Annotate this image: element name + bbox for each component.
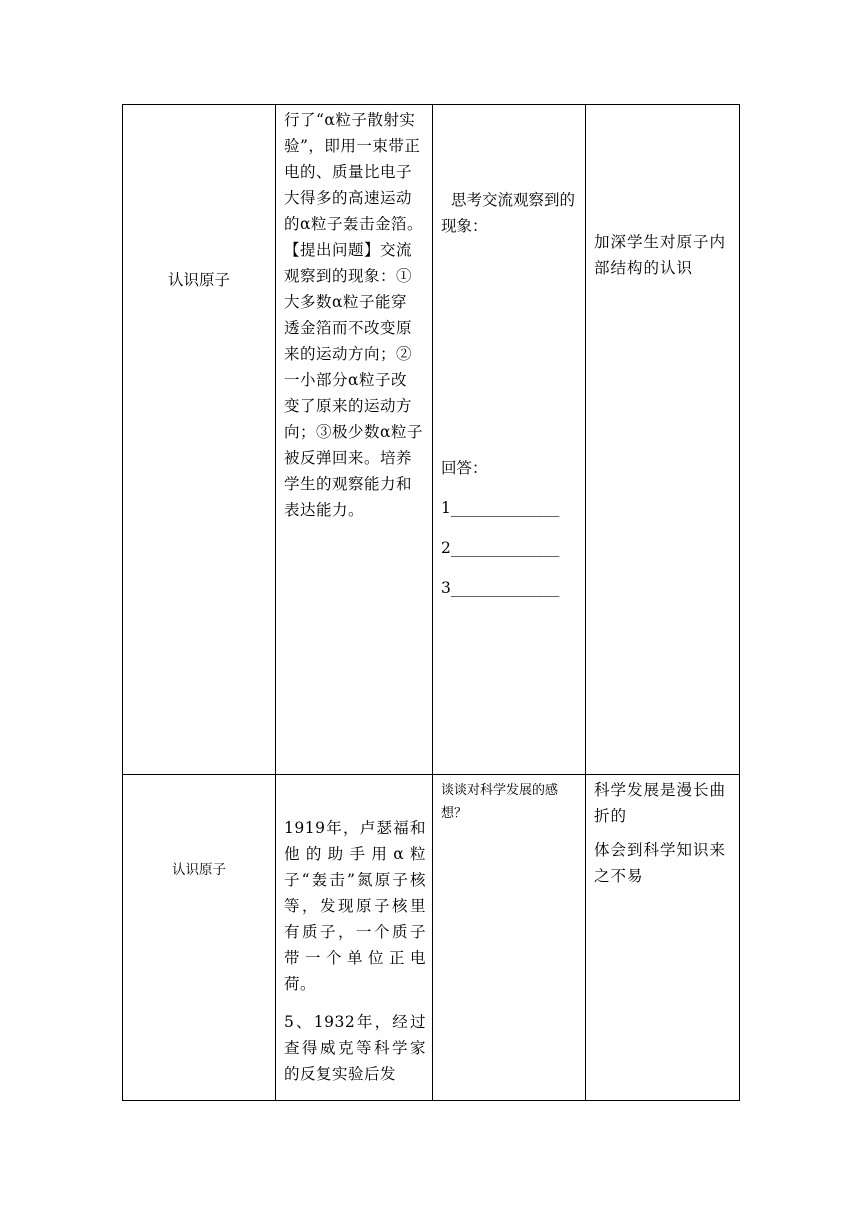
table-row (123, 105, 740, 775)
content-line: 一小部分α粒子改 (284, 371, 407, 389)
content-line: 行了“α粒子散射实 (284, 111, 416, 129)
activity-prompt: 思考交流观察到的现象： (441, 191, 576, 235)
topic-label: 认识原子 (172, 862, 226, 878)
content-line: 电的、质量比电子 (284, 163, 413, 181)
content-line: 表达能力。 (284, 501, 365, 519)
content-line: 学生的观察能力和 (284, 475, 413, 493)
activity-cell (433, 105, 586, 775)
answer-blank: 1______________ (441, 499, 560, 517)
design-intent: 加深学生对原子内部结构的认识 (594, 233, 727, 277)
content-cell (276, 105, 433, 775)
design-intent: 科学发展是漫长曲折的 (594, 781, 727, 825)
content-line: 观察到的现象：① (284, 267, 413, 285)
content-cell (276, 775, 433, 1101)
content-line: 的α粒子轰击金箔。 (284, 215, 423, 233)
topic-label: 认识原子 (167, 271, 230, 289)
content-line: 验”，即用一束带正 (284, 137, 421, 155)
activity-prompt: 谈谈对科学发展的感想？ (441, 783, 559, 821)
teaching-content (276, 775, 432, 1087)
goal-cell (586, 105, 740, 775)
content-paragraph: 5、1932年，经过查得威克等科学家的反复实验后发 (284, 1013, 426, 1083)
content-line: 透金箔而不改变原 (284, 319, 413, 337)
teaching-content (276, 105, 432, 523)
goal-cell (586, 775, 740, 1101)
content-line: 变了原来的运动方 (284, 397, 413, 415)
content-line: 【提出问题】交流 (284, 241, 413, 259)
topic-cell (123, 775, 276, 1101)
content-line: 来的运动方向；② (284, 345, 413, 363)
content-line: 大得多的高速运动 (284, 189, 413, 207)
table-row (123, 775, 740, 1101)
answer-blank: 2______________ (441, 539, 560, 557)
content-line: 向；③极少数α粒子 (284, 423, 423, 441)
lesson-plan-table (122, 104, 740, 1101)
activity-cell (433, 775, 586, 1101)
topic-cell (123, 105, 276, 775)
answer-blank: 3______________ (441, 579, 560, 597)
content-line: 被反弹回来。培养 (284, 449, 413, 467)
content-paragraph: 1919年，卢瑟福和他的助手用α粒子“轰击”氮原子核等，发现原子核里有质子，一个质子带一个单位正电荷。 (284, 819, 426, 993)
answer-label: 回答： (441, 459, 488, 477)
content-line: 大多数α粒子能穿 (284, 293, 407, 311)
design-intent: 体会到科学知识来之不易 (594, 841, 727, 885)
